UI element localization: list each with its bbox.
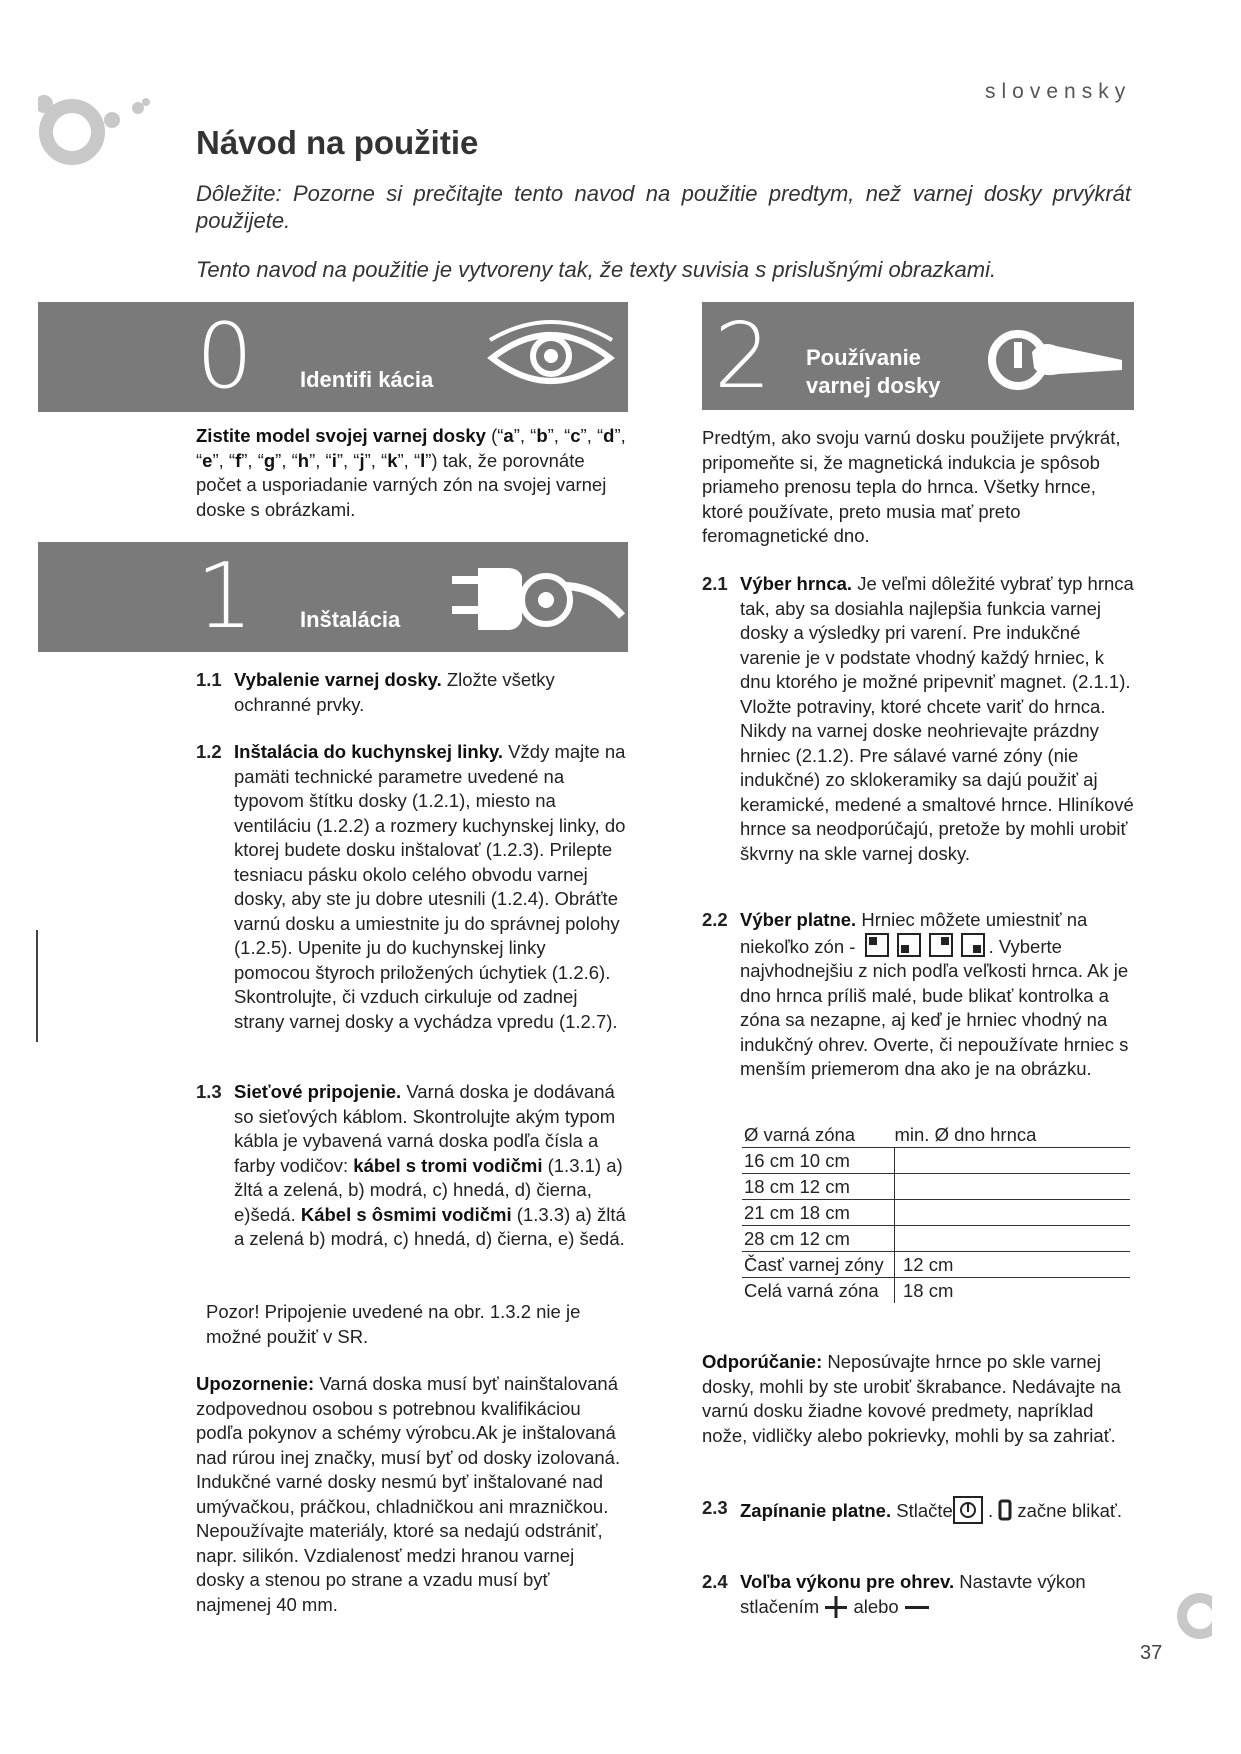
table-row: [742, 1200, 1130, 1226]
section-2-1-lead: Výber hrnca.: [740, 573, 853, 594]
recommendation-text: Neposúvajte hrnce po skle varnej dosky, mohli by ste urobiť škrabance. Nedávajte na varnú dosku žiadne kovové predmety, napríklad nože, vidličky alebo pokrievky, mohli by sa zahriať.: [702, 1351, 1121, 1446]
page-number: 37: [1140, 1642, 1163, 1664]
plug-icon: [446, 556, 626, 642]
eye-icon: [486, 318, 616, 398]
section-2-1-text: Je veľmi dôležité vybrať typ hrnca tak, aby sa dosiahla najlepšia funkcia varnej dosky a výsledky pri varení. Pre indukčné varenie je v podstate vhodný každý hrniec, k dnu ktorého je možné pripevniť magnet. (2.1.1). Vložte potraviny, ktoré chcete variť do hrnca. Nikdy na varnej doske neohrievajte prázdny hrniec (2.1.2). Pre sálavé varné zóny (nie indukčné) zo sklokeramiky sa dajú použiť aj keramické, medené a smaltové hrnce. Hliníkové hrnce sa neodporúčajú, pretože by mohli urobiť škvrny na skle varnej dosky.: [740, 573, 1134, 864]
section-2-band: [702, 302, 1134, 410]
section-2-3-text1: Stlačte: [891, 1500, 953, 1521]
model-h: h: [297, 449, 310, 471]
section-1-1-text: Zložte všetky ochranné prvky.: [234, 669, 555, 715]
section-2-4-text1: Nastavte výkon stlačením: [740, 1571, 1086, 1617]
table-cell: 16 cm 10 cm: [742, 1148, 895, 1174]
table-cell: [895, 1148, 1131, 1174]
section-2-label-2: varnej dosky: [806, 373, 941, 398]
table-cell: Časť varnej zóny: [742, 1252, 895, 1278]
margin-line: [36, 930, 38, 1042]
section-2-3-lead: Zapínanie platne.: [740, 1500, 892, 1521]
model-j: j: [359, 449, 365, 471]
section-1-3-lead: Sieťové pripojenie.: [234, 1081, 402, 1102]
section-1-3-text1: Varná doska je dodávaná so sieťových káblom. Skontrolujte akým typom kábla je vybavená varná doska podľa čísla a farby vodičov:: [234, 1081, 616, 1176]
pozor-text: Pozor! Pripojenie uvedené na obr. 1.3.2 nie je možné použiť v SR.: [206, 1301, 581, 1347]
warning-lead: Upozornenie:: [196, 1373, 315, 1394]
section-2-4-number: 2.4: [702, 1571, 728, 1592]
intro-important: Dôležite: Pozorne si prečitajte tento navod na použitie predtym, než varnej dosky prvýkrát použijete.: [196, 181, 1131, 233]
section-1-band: [38, 542, 628, 652]
table-row: [742, 1278, 1130, 1304]
table-header-zone: Ø varná zóna: [742, 1122, 895, 1148]
model-e: e: [202, 449, 213, 471]
table-cell: 18 cm 12 cm: [742, 1174, 895, 1200]
power-touch-icon: [984, 322, 1124, 396]
intro-note: Tento navod na použitie je vytvoreny tak, že texty suvisia s prislušnými obrazkami.: [196, 257, 997, 282]
zone-bottom-left-icon: [897, 933, 921, 957]
section-1-2-text: Vždy majte na pamäti technické parametre uvedené na typovom štítku dosky (1.2.1), miesto na ventiláciu (1.2.2) a rozmery kuchynskej linky, do ktorej budete dosku inštalovať (1.2.3). Prilepte tesniacu pásku okolo celého obvodu varnej dosky, aby ste ju dobre utesnili (1.2.4). Obráťte varnú dosku a umiestnite ju do správnej polohy (1.2.5). Upenite ju do kuchynskej linky pomocou štyroch priložených úchytiek (1.2.6). Skontrolujte, či vzduch cirkuluje od zadnej strany varnej dosky a vychádza vpredu (1.2.7).: [234, 741, 626, 1032]
section-1-3-bold1: kábel s tromi vodičmi: [353, 1154, 543, 1176]
recommendation-paragraph: [702, 1350, 1132, 1448]
section-2-number: 2: [714, 304, 772, 409]
page-corner-circle-icon: [1172, 1588, 1212, 1644]
section-2-2-lead: Výber platne.: [740, 909, 857, 930]
zone-bottom-right-icon: [961, 933, 985, 957]
model-f: f: [235, 449, 242, 471]
section-1-1-lead: Vybalenie varnej dosky.: [234, 669, 442, 690]
section-0-label: Identifi kácia: [300, 367, 434, 392]
zone-top-left-icon: [865, 933, 889, 957]
table-cell: [895, 1200, 1131, 1226]
section-2-3-text3: začne blikať.: [1012, 1500, 1123, 1521]
section-0-text-b: ”) tak, že porovnáte počet a usporiadanie varných zón na svojej varnej doske s obrázkami.: [196, 449, 607, 520]
minus-icon: [904, 1599, 930, 1615]
warning-paragraph: [196, 1372, 626, 1617]
zone-top-right-icon: [929, 933, 953, 957]
table-row: [742, 1148, 1130, 1174]
section-1-2-lead: Inštalácia do kuchynskej linky.: [234, 741, 504, 762]
table-cell: Celá varná zóna: [742, 1278, 895, 1304]
section-0-band: [38, 302, 628, 412]
model-a: a: [503, 425, 514, 446]
section-0-text-a: (“: [485, 425, 504, 446]
plus-icon: [824, 1595, 848, 1619]
section-2-4-lead: Voľba výkonu pre ohrev.: [740, 1571, 955, 1592]
section-2-4-text2: alebo: [848, 1595, 904, 1617]
section-1-3-text2: (1.3.1) a) žltá a zelená, b) modrá, c) hnedá, d) čierna, e)šedá.: [234, 1154, 623, 1225]
model-c: c: [570, 425, 581, 446]
model-i: i: [331, 449, 337, 471]
table-row: [742, 1226, 1130, 1252]
language-label: slovensky: [985, 80, 1132, 103]
section-1-label: Inštalácia: [300, 607, 401, 632]
section-2-label-1: Používanie: [806, 345, 921, 370]
section-1-3-bold2: Kábel s ôsmimi vodičmi: [300, 1203, 512, 1225]
section-0-text: Zistite model svojej varnej dosky (“a”, “b”, “c”, “d”, “e”, “f”, “g”, “h”, “i”, “j”, “k”, “l”) tak, že porovnáte počet a usporiadanie varných zón na svojej varnej doske s obrázkami.: [196, 425, 626, 520]
table-cell: [895, 1226, 1131, 1252]
pot-size-table: [742, 1122, 1130, 1303]
section-0-lead: Zistite model svojej varnej dosky: [196, 425, 486, 446]
model-g: g: [263, 449, 276, 471]
table-header-min: min. Ø dno hrnca: [895, 1122, 1131, 1148]
page-title: Návod na použitie: [196, 124, 479, 161]
display-zero-icon: [998, 1499, 1012, 1521]
brand-logo-icon: [38, 82, 168, 182]
section-0-number: 0: [196, 304, 254, 409]
section-1-3-text3: (1.3.3) a) žltá a zelená b) modrá, c) hnedá, d) čierna, e) šedá.: [234, 1203, 626, 1249]
table-cell: 18 cm: [903, 1280, 954, 1301]
power-button-icon: [953, 1496, 983, 1524]
model-d: d: [603, 425, 615, 446]
section-2-2-text1: Hrniec môžete umiestniť na niekoľko zón -: [740, 909, 1088, 957]
section-2-intro: Predtým, ako svoju varnú dosku použijete prvýkrát, pripomeňte si, že magnetická indukcia je spôsob priameho prenosu tepla do hrnca. Všetky hrnce, ktoré používate, preto musia mať preto feromagnetické dno.: [702, 427, 1121, 546]
table-row: [742, 1174, 1130, 1200]
table-row: [742, 1252, 1130, 1278]
model-l: l: [420, 449, 426, 471]
table-cell: 21 cm 18 cm: [742, 1200, 895, 1226]
section-2-2-text2: . Vyberte najvhodnejšiu z nich podľa veľkosti hrnca. Ak je dno hrnca príliš malé, bude blikať kontrolka a zóna sa nezapne, aj keď je hrniec vhodný na indukčný ohrev. Overte, či nepoužívate hrniec s menším priemerom dna ako je na obrázku.: [740, 935, 1129, 1079]
model-k: k: [387, 449, 398, 471]
section-2-1-number: 2.1: [702, 573, 728, 594]
warning-text: Varná doska musí byť nainštalovaná zodpovednou osobou s potrebnou kvalifikáciou podľa pokynov a schémy výrobcu.Ak je inštalovaná nad rúrou inej značky, musí byť od dosky izolovaná. Indukčné varné dosky nesmú byť inštalované nad umývačkou, práčkou, chladničkou ani mrazničkou. Nepoužívajte materiály, ktoré sa nedajú odstrániť, napr. silikón. Vzdialenosť medzi hranou varnej dosky a stenou po strane a vzadu musí byť najmenej 40 mm.: [196, 1373, 621, 1615]
pozor-note: [178, 1300, 616, 1349]
section-2-2-number: 2.2: [702, 909, 728, 930]
model-b: b: [536, 425, 548, 446]
section-1-1-number: 1.1: [196, 669, 222, 690]
table-cell: 28 cm 12 cm: [742, 1226, 895, 1252]
section-1-2-number: 1.2: [196, 741, 222, 762]
table-header-row: [742, 1122, 1130, 1148]
section-1-number: 1: [196, 544, 254, 649]
table-cell: [895, 1174, 1131, 1200]
recommendation-lead: Odporúčanie:: [702, 1351, 823, 1372]
section-1-3-number: 1.3: [196, 1081, 222, 1102]
section-2-3-text2: .: [982, 1500, 999, 1521]
section-2-3-number: 2.3: [702, 1497, 728, 1518]
table-cell: 12 cm: [895, 1252, 1131, 1278]
